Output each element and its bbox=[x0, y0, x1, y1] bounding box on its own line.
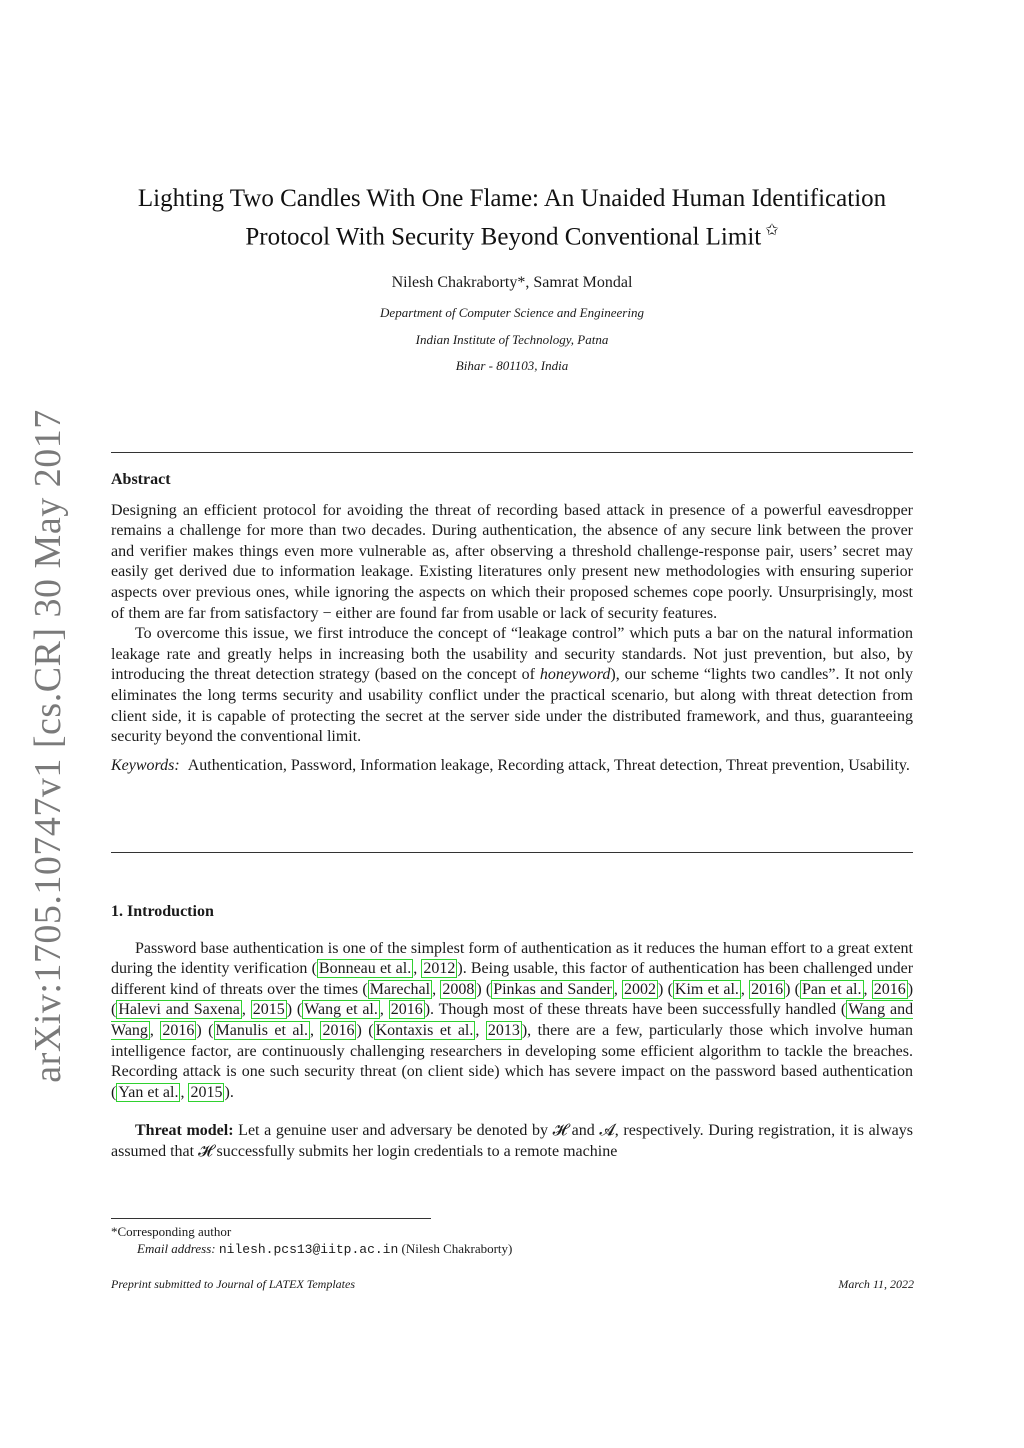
section-heading: 1. Introduction bbox=[111, 903, 214, 920]
footer-date: March 11, 2022 bbox=[838, 1277, 914, 1291]
citation-year-link[interactable]: 2016 bbox=[751, 980, 784, 998]
affiliation-department: Department of Computer Science and Engineering bbox=[380, 305, 644, 320]
citation-link[interactable]: Bonneau et al. bbox=[318, 960, 412, 978]
intro-paragraph: Password base authentication is one of the simplest form of authentication as it reduces the human effort to a great extent during the identity verification ( Bonneau et al. , 2012 ). Being usable, this factor of authentication has been challenged under different kind of threats over the times ( Marechal , 2008 ) ( Pinkas and Sander , 2002 ) ( Kim et al. , 2016 ) ( Pan et al. , 2016 ) ( Halevi and Saxena , 2015 ) ( Wang et al. , 2016 ). Though most of these threats have been successfully handled ( Wang and Wang , 2016 ) ( Manulis et al. , 2016 ) ( Kontaxis et al. , 2013 ), there are a few, particularly those which involve human intelligence factor, are continuously challenging researchers in developing some efficient algorithm to tackle the breaches. Recording attack is one such security threat (on client side) which has severe impact on the password based authentication ( Yan et al. , 2015 ). bbox=[111, 939, 914, 1101]
introduction-section bbox=[111, 902, 913, 1163]
citation-year-link[interactable]: 2016 bbox=[322, 1021, 355, 1039]
citation-link[interactable]: Halevi and Saxena bbox=[118, 1001, 240, 1019]
keywords-label: Keywords: bbox=[111, 756, 180, 774]
citation-link[interactable]: Pan et al. bbox=[801, 980, 862, 998]
title-line-2: Protocol With Security Beyond Conventional Limit bbox=[245, 223, 762, 251]
abstract-paragraph-2: To overcome this issue, we first introduce the concept of “leakage control” which puts a bar on the natural information leakage rate and greatly helps in increasing both the usability and security standards. Not just prevention, but also, by introducing the threat detection strategy (based on the concept of honeyword), our scheme “lights two candles”. It not only eliminates the long terms security and usability conflict under the practical scenario, but along with threat detection from client side, it is capable of protecting the secret at the server side under the distributed framework, and thus, guaranteeing security beyond the conventional limit. bbox=[111, 625, 913, 746]
threat-model-label: Threat model: bbox=[135, 1122, 234, 1140]
citation-link[interactable]: Yan et al. bbox=[118, 1083, 179, 1101]
affiliation-institute: Indian Institute of Technology, Patna bbox=[415, 332, 609, 347]
affiliation-address: Bihar - 801103, India bbox=[455, 358, 569, 373]
citation-year-link[interactable]: 2013 bbox=[487, 1021, 520, 1039]
citation-link[interactable]: Marechal bbox=[369, 980, 431, 998]
email-link[interactable]: nilesh.pcs13@iitp.ac.in bbox=[218, 1242, 399, 1257]
citation-link[interactable]: Kim et al. bbox=[674, 980, 739, 998]
citation-link[interactable]: Wang et al. bbox=[304, 1001, 378, 1019]
citation-year-link[interactable]: 2016 bbox=[873, 980, 906, 998]
paper-title bbox=[100, 183, 924, 253]
abstract-bottom-rule bbox=[111, 852, 913, 853]
citation-year-link[interactable]: 2002 bbox=[624, 980, 657, 998]
footer-preprint-note: Preprint submitted to Journal of LATEX Templates bbox=[111, 1277, 356, 1291]
keywords-list: Authentication, Password, Information leakage, Recording attack, Threat detection, Threat prevention, Usability. bbox=[187, 756, 910, 774]
citation-year-link[interactable]: 2012 bbox=[423, 960, 456, 978]
author-list: Nilesh Chakraborty*, Samrat Mondal bbox=[391, 274, 633, 291]
abstract-section bbox=[111, 470, 913, 776]
threat-model-text: Let a genuine user and adversary be denoted by 𝓗 and 𝓐, respectively. During registration, it is always assumed that 𝓗 successfully submits her login credentials to a remote machine bbox=[111, 1122, 913, 1160]
keywords bbox=[111, 756, 913, 777]
threat-model-paragraph bbox=[111, 1121, 913, 1162]
arxiv-identifier-stamp bbox=[18, 409, 78, 1083]
citation-link[interactable]: Pinkas and Sander bbox=[493, 980, 612, 998]
footnote-email: Email address: nilesh.pcs13@iitp.ac.in (Nilesh Chakraborty) bbox=[137, 1241, 513, 1257]
footnote-corresponding: *Corresponding author bbox=[111, 1224, 232, 1239]
title-line-1: Lighting Two Candles With One Flame: An Unaided Human Identification bbox=[137, 185, 887, 212]
citation-link[interactable]: Manulis et al. bbox=[215, 1021, 308, 1039]
citation-link[interactable]: Wang and Wang bbox=[111, 1001, 914, 1039]
arxiv-id-text: arXiv:1705.10747v1 [cs.CR] 30 May 2017 bbox=[27, 409, 69, 1083]
title-footnote-star-icon: ✩ bbox=[765, 222, 779, 239]
abstract-top-rule bbox=[111, 452, 913, 453]
citation-year-link[interactable]: 2015 bbox=[252, 1001, 285, 1019]
citation-year-link[interactable]: 2008 bbox=[442, 980, 475, 998]
citation-year-link[interactable]: 2015 bbox=[190, 1083, 223, 1101]
footnote-rule bbox=[111, 1218, 431, 1219]
abstract-heading: Abstract bbox=[111, 471, 171, 488]
citation-year-link[interactable]: 2016 bbox=[162, 1021, 195, 1039]
citation-link[interactable]: Kontaxis et al. bbox=[375, 1021, 474, 1039]
abstract-paragraph-1: Designing an efficient protocol for avoiding the threat of recording based attack in presence of a powerful eavesdropper remains a challenge for more than two decades. During authentication, the absence of any secure link between the prover and verifier makes things even more vulnerable as, after observing a threshold challenge-response pair, users’ secret may easily get derived due to information leakage. Existing literatures only present new methodologies with ensuring superior aspects over previous ones, while ignoring the aspects on which their proposed schemes cope poorly. Unsurprisingly, most of them are far from satisfactory − either are found far from usable or lack of security features. bbox=[111, 501, 913, 622]
citation-year-link[interactable]: 2016 bbox=[390, 1001, 423, 1019]
